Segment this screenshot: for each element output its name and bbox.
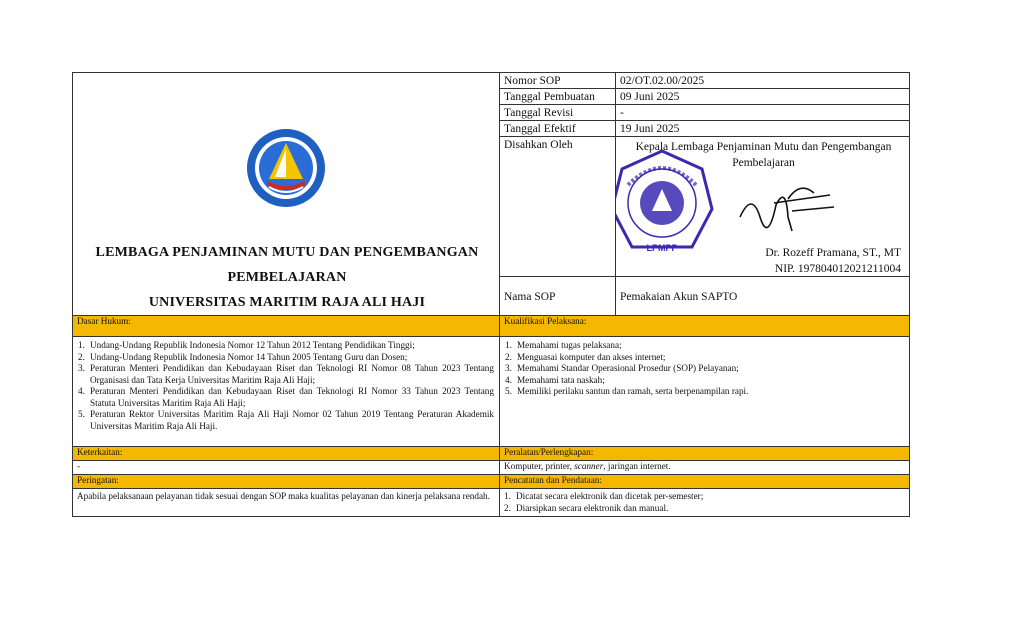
list-item: 4. Peraturan Menteri Pendidikan dan Kebudayaan Riset dan Teknologi RI Nomor 33 Tahun 2023 Tentang Statuta Universitas Maritim Raja Ali Haji; (78, 386, 494, 408)
disahkan-title: Kepala Lembaga Penjaminan Mutu dan Pengembangan Pembelajaran (635, 141, 892, 169)
header-left-box (72, 72, 500, 316)
list-item: 2. Diarsipkan secara elektronik dan manual. (504, 502, 669, 513)
list-item: 2. Undang-Undang Republik Indonesia Nomor 14 Tahun 2005 Tentang Guru dan Dosen; (78, 351, 408, 362)
dasar-hukum-heading: Dasar Hukum: (72, 315, 500, 337)
tanggal-revisi-label: Tanggal Revisi (499, 104, 616, 121)
list-item: 1. Undang-Undang Republik Indonesia Nomor 12 Tahun 2012 Tentang Pendidikan Tinggi; (78, 340, 415, 350)
tanggal-efektif-label: Tanggal Efektif (499, 120, 616, 137)
dasar-hukum-list (72, 336, 500, 447)
signature (730, 177, 850, 241)
tanggal-pembuatan-label: Tanggal Pembuatan (499, 88, 616, 105)
list-item: 3. Peraturan Menteri Pendidikan dan Kebudayaan Riset dan Teknologi RI Nomor 08 Tahun 2023 Tentang Organisasi dan Tata Kerja Universitas Maritim Raja Ali Haji; (78, 363, 494, 385)
university-name: UNIVERSITAS MARITIM RAJA ALI HAJI (148, 295, 426, 310)
list-item: 2. Menguasai komputer dan akses internet; (505, 351, 666, 362)
signer-name: Dr. Rozeff Pramana, ST., MT (765, 247, 901, 259)
nomor-sop-label: Nomor SOP (499, 72, 616, 89)
list-item: 4. Memahami tata naskah; (505, 374, 605, 385)
nomor-sop-value: 02/OT.02.00/2025 (615, 72, 910, 89)
tanggal-pembuatan-value: 09 Juni 2025 (615, 88, 910, 105)
peringatan-heading: Peringatan: (72, 474, 500, 489)
institution-name-line2: PEMBELAJARAN (227, 270, 347, 285)
peralatan-heading: Peralatan/Perlengkapan: (499, 446, 910, 461)
signer-nip: NIP. 197804012021211004 (774, 263, 901, 275)
keterkaitan-heading: Keterkaitan: (72, 446, 500, 461)
signature-cell (615, 136, 910, 277)
pencatatan-list (499, 488, 910, 517)
institution-name-line1: LEMBAGA PENJAMINAN MUTU DAN PENGEMBANGAN (95, 245, 479, 260)
stamp-label: LPMPP (646, 243, 678, 253)
tanggal-revisi-value: - (615, 104, 910, 121)
university-logo (245, 127, 327, 209)
list-item: 1. Memahami tugas pelaksana; (505, 340, 622, 350)
list-item: 3. Memahami Standar Operasional Prosedur (SOP) Pelayanan; (505, 363, 739, 373)
peringatan-text: Apabila pelaksanaan pelayanan tidak sesuai dengan SOP maka kualitas pelayanan dan kinerja pelaksana rendah. (72, 488, 500, 517)
list-item: 5. Memiliki perilaku santun dan ramah, serta berpenampilan rapi. (505, 386, 749, 396)
list-item: 5. Peraturan Rektor Universitas Maritim Raja Ali Haji Nomor 02 Tahun 2019 Tentang Peraturan Akademik Universitas Maritim Raja Ali Haji. (78, 409, 494, 431)
nama-sop-label: Nama SOP (499, 276, 616, 316)
keterkaitan-value: - (72, 460, 500, 475)
kualifikasi-list (499, 336, 910, 447)
disahkan-oleh-label: Disahkan Oleh (499, 136, 616, 277)
nama-sop-value: Pemakaian Akun SAPTO (615, 276, 910, 316)
peralatan-value: Komputer, printer, scanner, jaringan internet. (499, 460, 910, 475)
pencatatan-heading: Pencatatan dan Pendataan: (499, 474, 910, 489)
kualifikasi-heading: Kualifikasi Pelaksana: (499, 315, 910, 337)
list-item: 1. Dicatat secara elektronik dan dicetak per-semester; (504, 491, 704, 501)
tanggal-efektif-value: 19 Juni 2025 (615, 120, 910, 137)
